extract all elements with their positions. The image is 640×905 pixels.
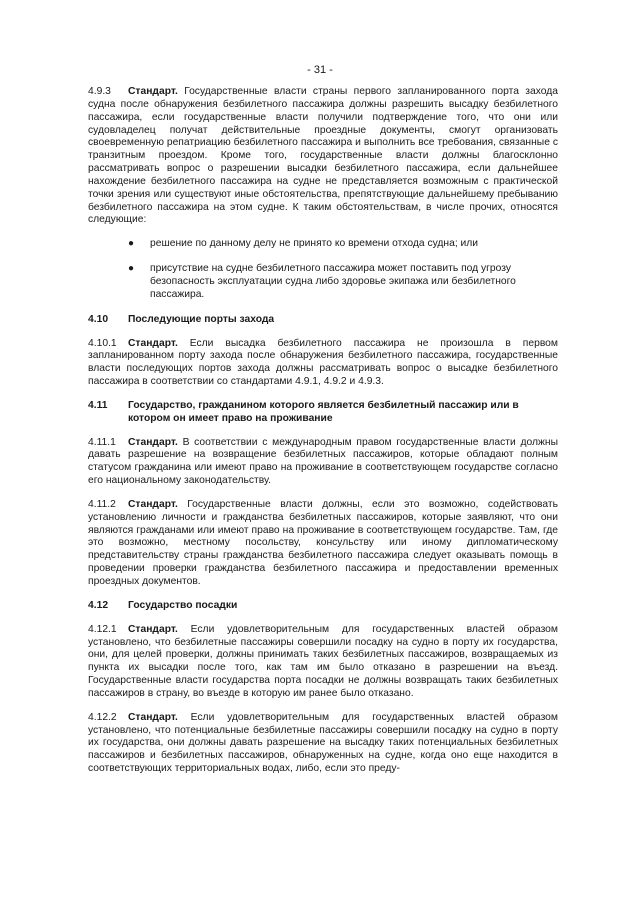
- paragraph-4-12-2: [88, 712, 558, 776]
- paragraph-text: Если высадка безбилетного пассажира не произошла в первом запланированном порту захода после обнаружения безбилетного пассажира, государственные власти последующих портов захода должны рассматривать вопрос о высадке безбилетного пассажира в соответствии со стандартами 4.9.1, 4.9.2 и 4.9.3.: [88, 337, 558, 388]
- paragraph-text: Государственные власти должны, если это возможно, содействовать установлению личности и гражданства безбилетных пассажиров, которые заявляют, что они являются гражданами или имеют право на проживание в соответствующем государстве. Там, где это возможно, местному посольству, консульству или иному дипломатическому представительству страны гражданства безбилетного пассажира следует оказывать помощь в проведении проверки гражданства безбилетного пассажира и предоставлении временных проездных документов.: [88, 498, 558, 587]
- paragraph-number: 4.9.3: [88, 86, 111, 97]
- section-title: Последующие порты захода: [128, 313, 275, 325]
- page-number: - 31 -: [307, 64, 333, 76]
- paragraph-lead: Стандарт.: [128, 337, 178, 349]
- paragraph-number: 4.12.1: [88, 623, 117, 635]
- document-body: [88, 86, 558, 787]
- paragraph-4-12-1: [88, 624, 558, 701]
- section-heading-4-10: [88, 314, 558, 327]
- section-heading-4-12: [88, 600, 558, 613]
- paragraph-text: Государственные власти страны первого запланированного порта захода судна после обнаружения безбилетного пассажира должны разрешить высадку безбилетного пассажира, если государственные власти получили подтверждение того, что они или судовладелец получат действительные проездные документы, смогут организовать своевременную репатриацию безбилетного пассажира и выполнить все требования, связанные с транзитным проездом. Кроме того, государственные власти должны благосклонно рассматривать вопрос о разрешении высадки безбилетного пассажира, если дальнейшее нахождение безбилетного пассажира на судне не представляется возможным с практической точки зрения или существуют иные обстоятельства, препятствующие дальнейшему пребыванию безбилетного пассажира на этом судне. К таким обстоятельствам, в числе прочих, относятся следующие:: [88, 86, 558, 226]
- section-title: Государство посадки: [128, 599, 238, 611]
- list-item: [88, 238, 558, 251]
- paragraph-number: 4.10.1: [88, 337, 117, 349]
- section-heading-4-11: [88, 400, 558, 426]
- paragraph-number: 4.11.2: [88, 498, 116, 510]
- list-item-text: решение по данному делу не принято ко времени отхода судна; или: [150, 238, 479, 250]
- list-item: [88, 263, 558, 302]
- paragraph-lead: Стандарт.: [128, 86, 178, 97]
- paragraph-4-11-1: [88, 437, 558, 488]
- paragraph-text: Если удовлетворительным для государственных властей образом установлено, что потенциальные безбилетные пассажиры совершили посадку на судно в порту их государства, они должны давать разрешение на высадку таких потенциальных безбилетных пассажиров и безбилетных пассажиров, обнаруженных на судне, когда оно еще находится в соответствующих территориальных водах, либо, если это преду-: [88, 711, 558, 775]
- section-number: 4.12: [88, 599, 109, 611]
- paragraph-text: В соответствии с международным правом государственные власти должны давать разрешение на возвращение безбилетных пассажиров, которые обладают полным статусом гражданина или имеют право на проживание в соответствующем государстве согласно его национальному законодательству.: [88, 436, 558, 487]
- section-number: 4.11: [88, 399, 108, 411]
- section-title: Государство, гражданином которого является безбилетный пассажир или в котором он имеет право на проживание: [128, 399, 519, 424]
- paragraph-number: 4.12.2: [88, 711, 117, 723]
- section-number: 4.10: [88, 313, 109, 325]
- paragraph-number: 4.11.1: [88, 436, 116, 448]
- paragraph-4-10-1: [88, 338, 558, 389]
- list-item-text: присутствие на судне безбилетного пассажира может поставить под угрозу безопасность эксплуатации судна либо здоровье экипажа или безбилетного пассажира.: [150, 263, 516, 300]
- paragraph-lead: Стандарт.: [128, 623, 178, 635]
- paragraph-4-9-3: [88, 86, 558, 227]
- bullet-icon: ●: [128, 238, 135, 250]
- paragraph-lead: Стандарт.: [128, 436, 178, 448]
- paragraph-lead: Стандарт.: [128, 498, 178, 510]
- paragraph-4-11-2: [88, 499, 558, 589]
- bullet-icon: ●: [128, 263, 135, 275]
- bullet-list: [88, 238, 558, 301]
- paragraph-lead: Стандарт.: [128, 711, 178, 723]
- paragraph-text: Если удовлетворительным для государственных властей образом установлено, что безбилетные пассажиры совершили посадку на судно в порту их государства, они, для целей проверки, должны принимать таких безбилетных пассажиров, возвращаемых из пункта их высадки после того, как там им было отказано в разрешении на въезд. Государственные власти государства порта посадки не должны возвращать таких безбилетных пассажиров в страну, во въезде в которую им ранее было отказано.: [88, 623, 558, 699]
